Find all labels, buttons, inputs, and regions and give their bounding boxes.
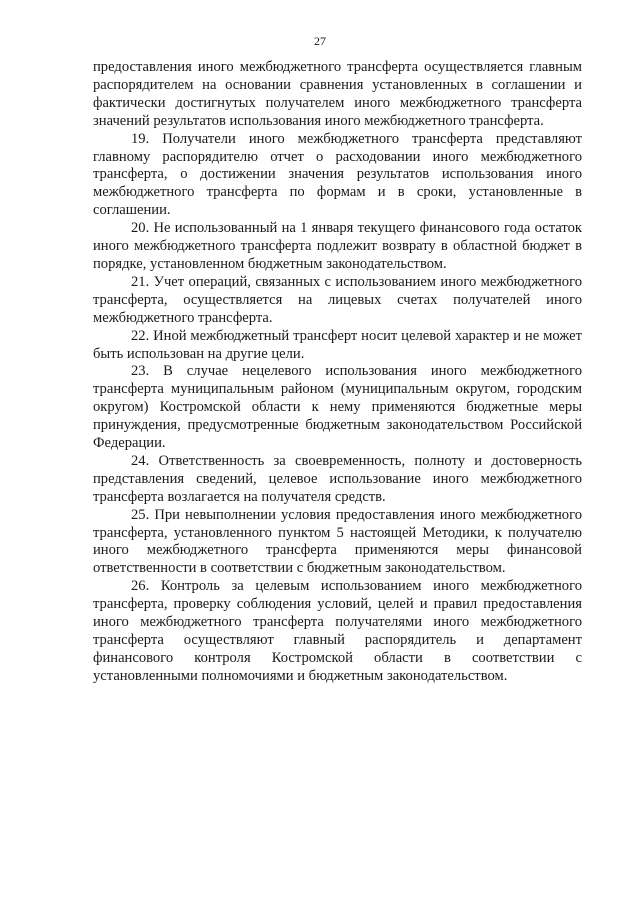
paragraph-23: 23. В случае нецелевого использования иного межбюджетного трансферта муниципальным районом (муниципальным округом, городским округом) Костромской области к нему применяются бюджетные меры принуждения, предусмотренные бюджетным законодательством Российской Федерации. (93, 363, 582, 452)
paragraph-22: 22. Иной межбюджетный трансферт носит целевой характер и не может быть использован на другие цели. (93, 327, 582, 362)
paragraph-21: 21. Учет операций, связанных с использованием иного межбюджетного трансферта, осуществляется на лицевых счетах получателей иного межбюджетного трансферта. (93, 273, 582, 326)
paragraph-24: 24. Ответственность за своевременность, полноту и достоверность представления сведений, целевое использование иного межбюджетного трансферта возлагается на получателя средств. (93, 452, 582, 505)
paragraph-26: 26. Контроль за целевым использованием иного межбюджетного трансферта, проверку соблюдения условий, целей и правил предоставления иного межбюджетного трансферта получателями иного межбюджетного трансферта осуществляют главный распорядитель и департамент финансового контроля Костромской области в соответствии с установленными полномочиями и бюджетным законодательством. (93, 578, 582, 684)
document-body (93, 59, 582, 686)
paragraph-19: 19. Получатели иного межбюджетного трансферта представляют главному распорядителю отчет о расходовании иного межбюджетного трансферта, о достижении значения результатов использования иного межбюджетного трансферта по формам и в сроки, установленные в соглашении. (93, 130, 582, 219)
paragraph-25: 25. При невыполнении условия предоставления иного межбюджетного трансферта, установленного пунктом 5 настоящей Методики, к получателю иного межбюджетного трансферта применяются меры финансовой ответственности в соответствии с бюджетным законодательством. (93, 506, 582, 577)
paragraph-20: 20. Не использованный на 1 января текущего финансового года остаток иного межбюджетного трансферта подлежит возврату в областной бюджет в порядке, установленном бюджетным законодательством. (93, 220, 582, 272)
paragraph-continuation: предоставления иного межбюджетного трансферта осуществляется главным распорядителем на основании сравнения установленных в соглашении и фактически достигнутых получателем иного межбюджетного трансферта значений результатов использования иного межбюджетного трансферта. (93, 59, 582, 129)
page-number: 27 (314, 34, 326, 48)
